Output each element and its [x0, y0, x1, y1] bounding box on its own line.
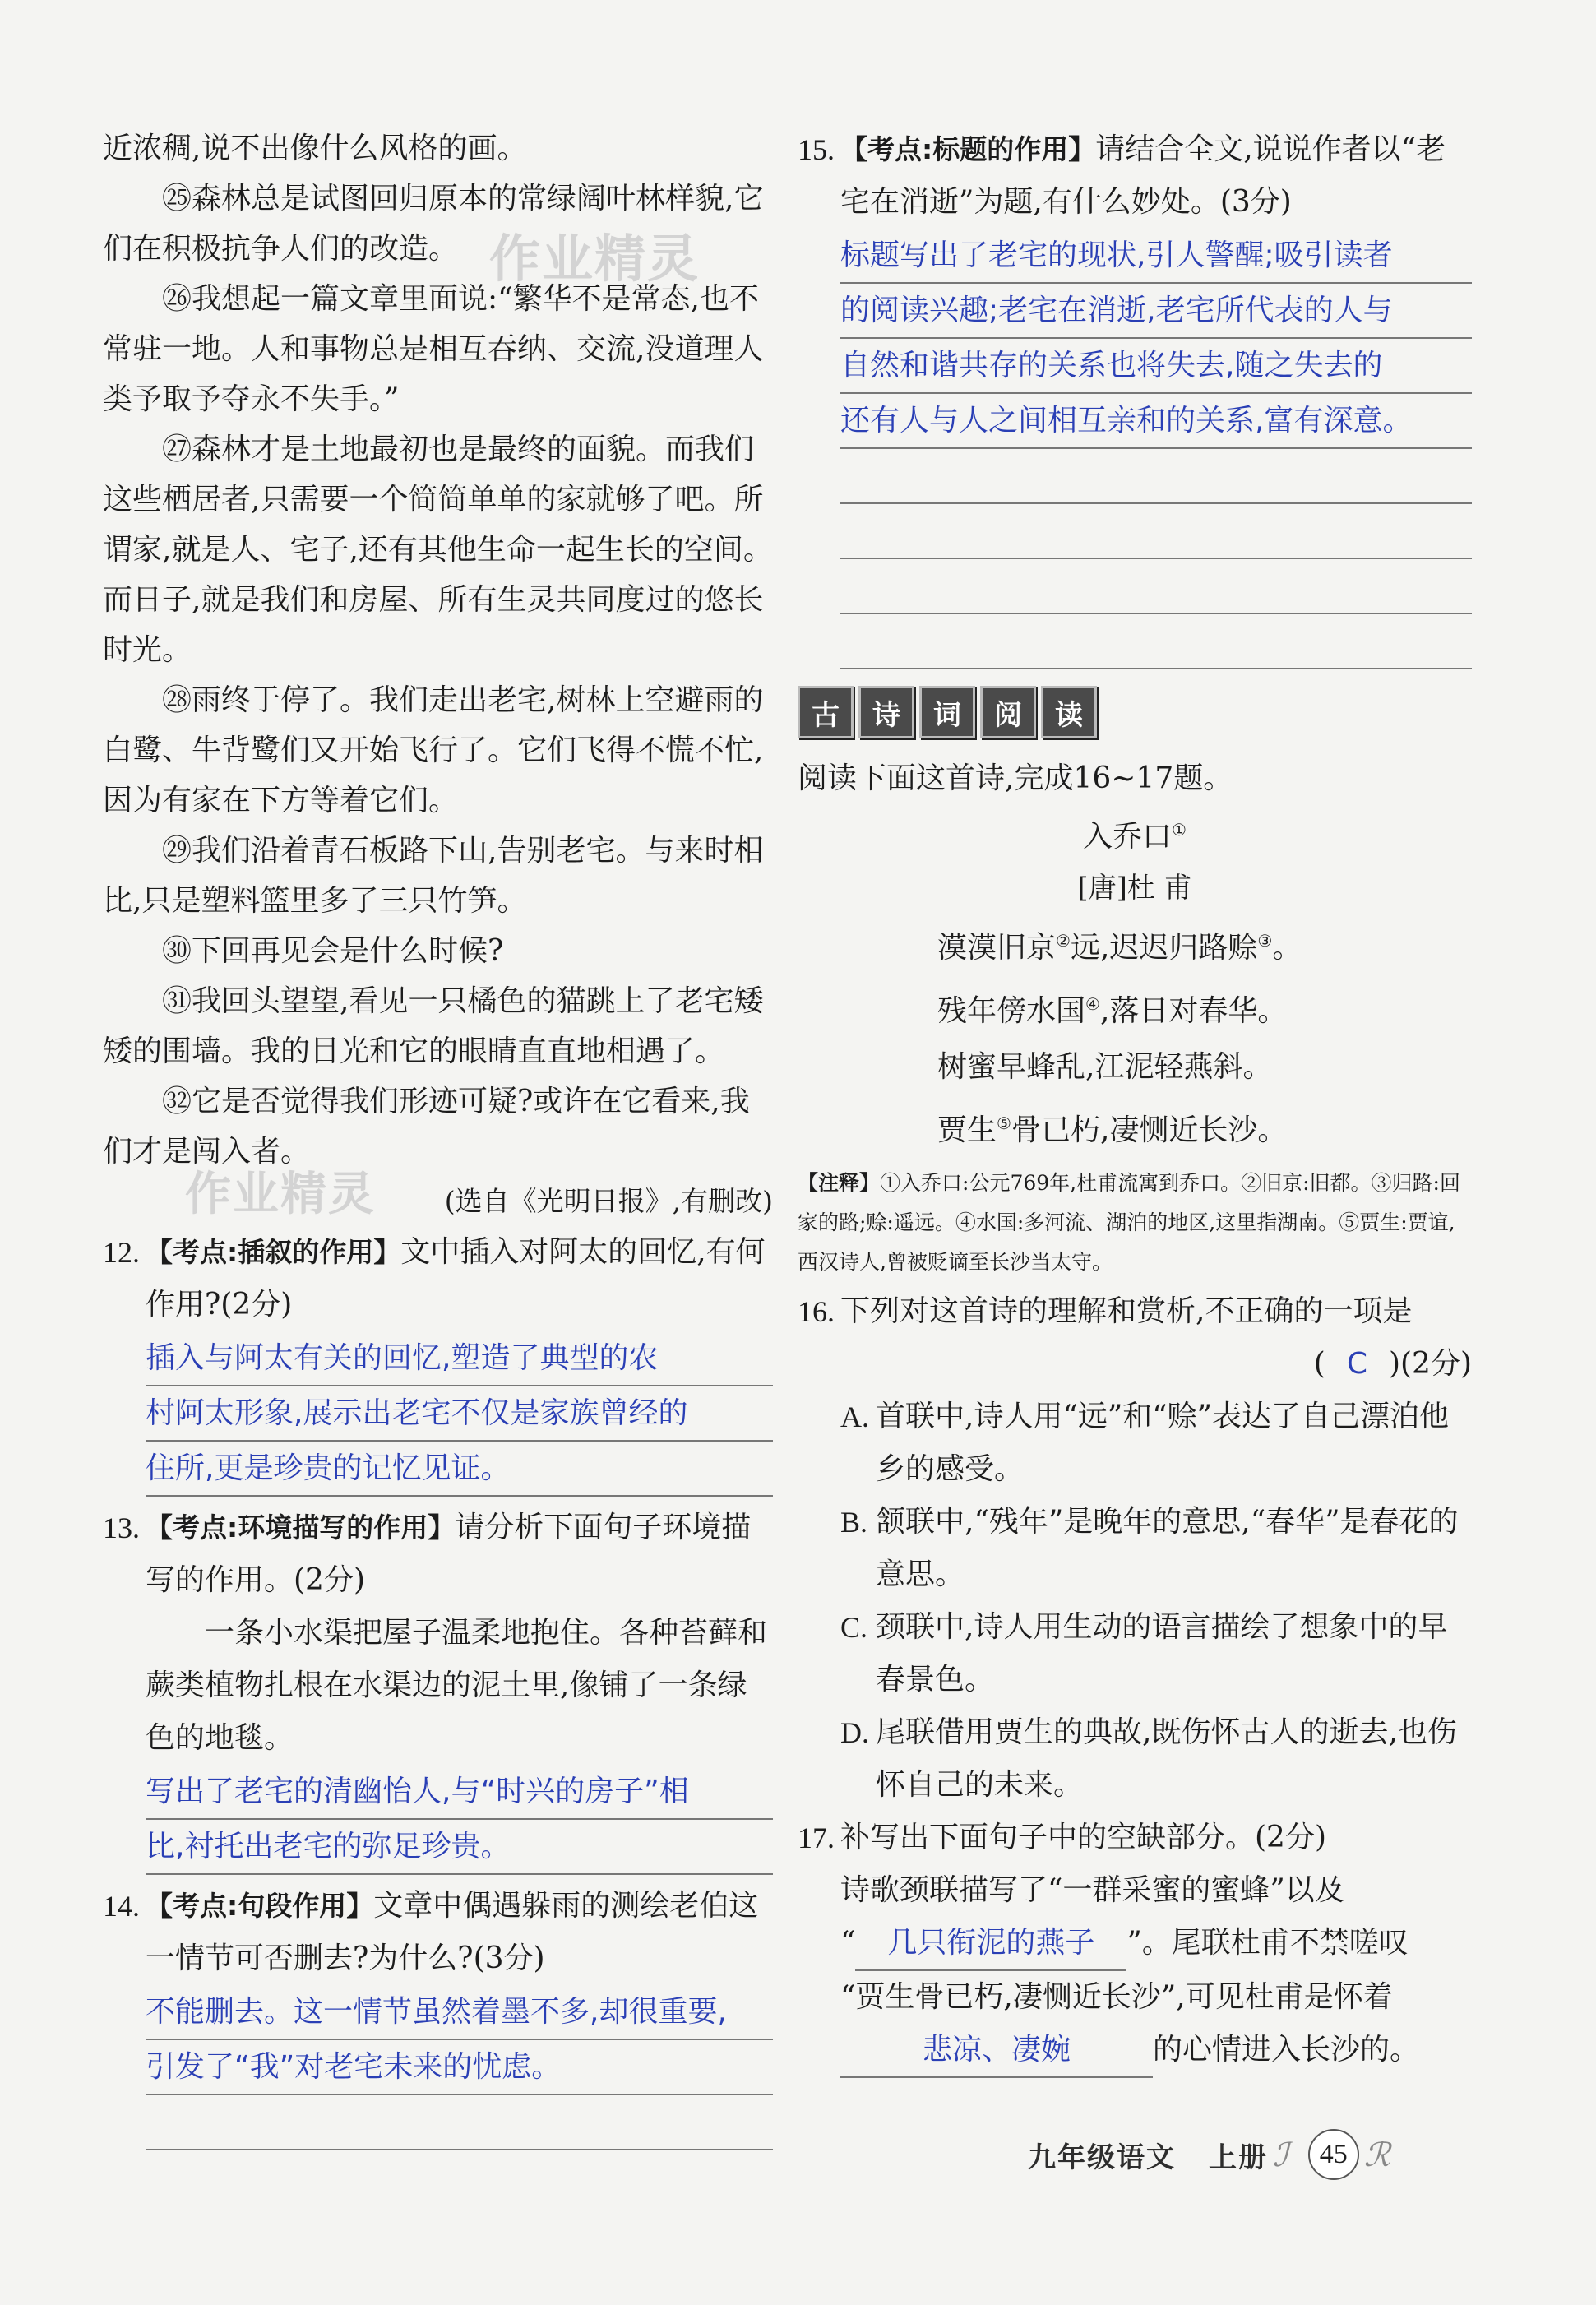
- section-header-ancient-poetry: [798, 686, 1472, 738]
- passage-paragraph: ㉚下回再见会是什么时候?: [162, 934, 504, 968]
- question-text: 文章中偶遇躲雨的测绘老伯这一情节可否删去?为什么?(3分): [146, 1889, 759, 1975]
- question-tag: 【考点:标题的作用】: [840, 133, 1096, 165]
- blank-answer-line[interactable]: [840, 614, 1472, 669]
- question-tag: 【考点:插叙的作用】: [146, 1236, 401, 1268]
- question-17: [798, 1812, 1472, 2078]
- poem-text: 漠漠旧京: [937, 931, 1057, 965]
- blank-answer-line[interactable]: [146, 2095, 773, 2150]
- fill-line: “贾生骨已朽,凄恻近长沙”,可见杜甫是怀着: [840, 1980, 1393, 2014]
- blank-answer-line[interactable]: [840, 504, 1472, 559]
- poem-text: ,落日对春华。: [1099, 994, 1288, 1028]
- page-number: 45: [1308, 2129, 1359, 2180]
- answer-line[interactable]: 村阿太形象,展示出老宅不仅是家族曾经的: [146, 1386, 773, 1442]
- section-header-char: 读: [1041, 686, 1097, 738]
- chosen-answer[interactable]: C: [1346, 1347, 1367, 1381]
- question-text: 请结合全文,说说作者以“老宅在消逝”为题,有什么妙处。(3分): [840, 132, 1446, 219]
- question-16: [798, 1285, 1472, 1391]
- poem-author: [唐]杜 甫: [1077, 872, 1192, 905]
- question-number: 14.: [103, 1890, 140, 1923]
- passage-paragraph: 近浓稠,说不出像什么风格的画。: [103, 132, 527, 165]
- question-14: [103, 1880, 773, 2150]
- question-text: 请分析下面句子环境描写的作用。(2分): [146, 1511, 752, 1597]
- option-label: C.: [840, 1611, 868, 1644]
- footnote-mark: ④: [1085, 994, 1100, 1014]
- source-text: (选自《光明日报》,有删改): [444, 1185, 773, 1217]
- question-number: 12.: [103, 1236, 140, 1269]
- question-text: 补写出下面句子中的空缺部分。(2分): [840, 1821, 1326, 1854]
- passage-paragraph: ㉙我们沿着青石板路下山,告别老宅。与来时相比,只是塑料篮里多了三只竹笋。: [103, 834, 764, 918]
- question-number: 13.: [103, 1511, 140, 1544]
- section-header-char: 诗: [858, 686, 914, 738]
- poem-line: [798, 1039, 1472, 1095]
- source-citation: [103, 1168, 773, 1226]
- passage-paragraph: ㉘雨终于停了。我们走出老宅,树林上空避雨的白鹭、牛背鹭们又开始飞行了。它们飞得不慌不忙,因为有家在下方等着它们。: [103, 683, 764, 817]
- footnote-mark: ③: [1257, 931, 1273, 951]
- question-tag: 【考点:环境描写的作用】: [146, 1511, 456, 1544]
- quoted-sentence: 一条小水渠把屋子温柔地抱住。各种苔藓和蕨类植物扎根在水渠边的泥土里,像铺了一条绿色的地毯。: [146, 1616, 768, 1755]
- poem-text: 骨已朽,凄恻近长沙。: [1011, 1113, 1288, 1147]
- poem-text: 贾生: [937, 1113, 997, 1147]
- question-number: 16.: [798, 1295, 835, 1328]
- reading-instruction: 阅读下面这首诗,完成16~17题。: [798, 761, 1233, 795]
- answer-line[interactable]: 插入与阿太有关的回忆,塑造了典型的农: [146, 1331, 773, 1386]
- question-number: 15.: [798, 133, 835, 166]
- option-text: 尾联借用贾生的典故,既伤怀古人的逝去,也伤怀自己的未来。: [876, 1715, 1457, 1802]
- answer-line[interactable]: 不能删去。这一情节虽然着墨不多,却很重要,: [146, 1985, 773, 2040]
- fill-line: [840, 1917, 1472, 1971]
- watermark: 作业精灵: [185, 1168, 376, 1221]
- section-header-char: 词: [919, 686, 975, 738]
- answer-line[interactable]: 引发了“我”对老宅未来的忧虑。: [146, 2040, 773, 2095]
- right-column: [798, 123, 1472, 2078]
- fill-text: ”。尾联杜甫不禁嗟叹: [1126, 1926, 1409, 1960]
- passage-paragraph: ㉗森林才是土地最初也是最终的面貌。而我们这些栖居者,只需要一个简简单单的家就够了吧。所谓家,就是人、宅子,还有其他生命一起生长的空间。而日子,就是我们和房屋、所有生灵共同度过的悠长时光。: [103, 433, 773, 667]
- fill-blank-2[interactable]: 悲凉、凄婉: [840, 2024, 1153, 2078]
- poem-title-text: 入乔口: [1083, 820, 1173, 854]
- footnote-mark: ⑤: [997, 1113, 1011, 1133]
- book-title: 九年级语文: [1028, 2141, 1176, 2174]
- fill-blank-1[interactable]: 几只衔泥的燕子: [855, 1917, 1126, 1971]
- answer-line[interactable]: 比,衬托出老宅的弥足珍贵。: [146, 1820, 773, 1875]
- question-number: 17.: [798, 1821, 835, 1854]
- option-text: 颈联中,诗人用生动的语言描绘了想象中的早春景色。: [876, 1610, 1448, 1696]
- book-volume: 上册: [1209, 2141, 1268, 2174]
- question-15: [798, 123, 1472, 669]
- blank-answer-line[interactable]: [840, 449, 1472, 504]
- answer-line[interactable]: 住所,更是珍贵的记忆见证。: [146, 1442, 773, 1497]
- poem-text: 树蜜早蜂乱,江泥轻燕斜。: [937, 1050, 1273, 1084]
- footnote-mark: ②: [1056, 931, 1071, 951]
- section-header-char: 古: [798, 686, 854, 738]
- option-text: 颔联中,“残年”是晚年的意思,“春华”是春花的意思。: [876, 1505, 1459, 1591]
- answer-choice-slot: ( C )(2分): [1313, 1347, 1472, 1381]
- option-label: B.: [840, 1506, 868, 1539]
- option-b[interactable]: [798, 1496, 1472, 1601]
- question-13: [103, 1502, 773, 1875]
- annotation-label: 【注释】: [798, 1171, 881, 1195]
- option-a[interactable]: [798, 1391, 1472, 1496]
- fill-line: [840, 2024, 1472, 2078]
- option-label: A.: [840, 1400, 869, 1433]
- section-header-char: 阅: [980, 686, 1036, 738]
- answer-line[interactable]: 写出了老宅的清幽怡人,与“时兴的房子”相: [146, 1765, 773, 1820]
- left-column: [103, 123, 773, 2150]
- decor-glyph-icon: ℐ: [1273, 2136, 1288, 2173]
- fill-text: 的心情进入长沙的。: [1153, 2033, 1420, 2067]
- poem-text: 远,迟迟归路赊: [1070, 931, 1258, 965]
- decor-glyph-icon: ℛ: [1363, 2136, 1390, 2173]
- option-d[interactable]: [798, 1706, 1472, 1812]
- poem-text: 残年傍水国: [937, 994, 1086, 1028]
- fill-line: 诗歌颈联描写了“一群采蜜的蜜蜂”以及: [840, 1873, 1344, 1907]
- answer-line[interactable]: 自然和谐共存的关系也将失去,随之失去的: [840, 339, 1472, 394]
- score-text: (2分): [1400, 1347, 1472, 1381]
- question-text: 文中插入对阿太的回忆,有何作用?(2分): [146, 1235, 766, 1321]
- footnote-mark: ①: [1172, 820, 1187, 840]
- poem-line: [798, 913, 1472, 976]
- passage-paragraph: ㉖我想起一篇文章里面说:“繁华不是常态,也不常驻一地。人和事物总是相互吞纳、交流,没道理人类予取予夺永不失手。”: [103, 282, 764, 416]
- passage-paragraph: ㉜它是否觉得我们形迹可疑?或许在它看来,我们才是闯入者。: [103, 1085, 750, 1169]
- option-text: 首联中,诗人用“远”和“赊”表达了自己漂泊他乡的感受。: [876, 1400, 1450, 1486]
- answer-line[interactable]: 标题写出了老宅的现状,引人警醒;吸引读者: [840, 229, 1472, 284]
- answer-line[interactable]: 的阅读兴趣;老宅在消逝,老宅所代表的人与: [840, 284, 1472, 339]
- question-12: [103, 1226, 773, 1497]
- fill-paragraph: [798, 1864, 1472, 2078]
- question-text: 下列对这首诗的理解和赏析,不正确的一项是: [840, 1294, 1413, 1328]
- poem-text: 。: [1272, 931, 1302, 965]
- fill-text: “: [840, 1926, 856, 1960]
- option-label: D.: [840, 1716, 869, 1749]
- passage-paragraph: ㉕森林总是试图回归原本的常绿阔叶林样貌,它们在积极抗争人们的改造。: [103, 182, 764, 266]
- poem-annotation: [798, 1164, 1472, 1282]
- watermark: 作业精灵: [489, 229, 701, 289]
- annotation-text: ①入乔口:公元769年,杜甫流寓到乔口。②旧京:旧都。③归路:回家的路;赊:遥远。④水国:多河流、湖泊的地区,这里指湖南。⑤贾生:贾谊,西汉诗人,曾被贬谪至长沙当太守。: [798, 1171, 1460, 1274]
- blank-answer-line[interactable]: [840, 559, 1472, 614]
- answer-line[interactable]: 还有人与人之间相互亲和的关系,富有深意。: [840, 394, 1472, 449]
- option-c[interactable]: [798, 1601, 1472, 1706]
- page-footer: [1028, 2126, 1488, 2183]
- poem-line: [798, 976, 1472, 1039]
- passage-paragraph: ㉛我回头望望,看见一只橘色的猫跳上了老宅矮矮的围墙。我的目光和它的眼睛直直地相遇了。: [103, 984, 764, 1068]
- question-tag: 【考点:句段作用】: [146, 1890, 374, 1922]
- poem-line: [798, 1095, 1472, 1159]
- poem-title: [798, 803, 1472, 863]
